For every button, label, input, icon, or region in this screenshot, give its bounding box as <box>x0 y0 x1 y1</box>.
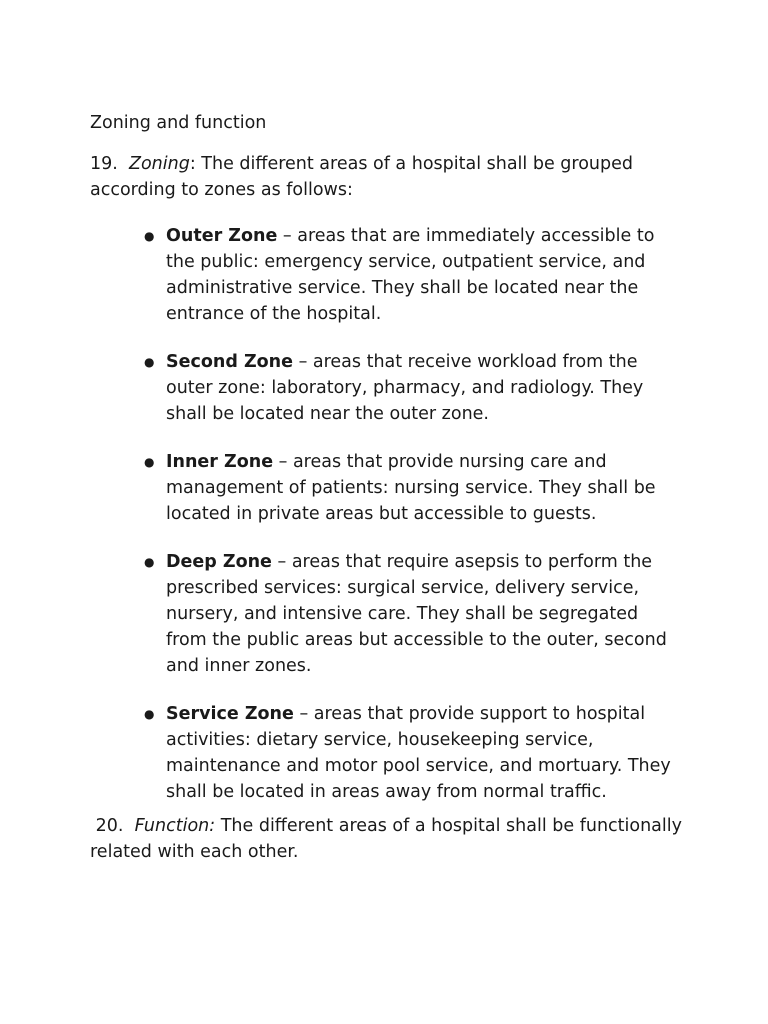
bullet-icon: ● <box>144 707 155 721</box>
zone-item-second <box>144 349 676 427</box>
section-20-paragraph <box>90 813 690 865</box>
bullet-icon: ● <box>144 455 155 469</box>
zone-description: – areas that require asepsis to perform the prescribed services: surgical service, delivery service, nursery, and intensive care. They shall be segregated from the public areas but accessible to the outer, second and inner zones. <box>166 552 667 676</box>
zone-description: – areas that receive workload from the outer zone: laboratory, pharmacy, and radiology. They shall be located near the outer zone. <box>166 352 644 424</box>
zone-list <box>90 223 690 805</box>
section-20-number: 20. <box>95 816 124 836</box>
zone-term: Inner Zone <box>166 452 274 472</box>
zone-item-outer <box>144 223 676 327</box>
section-20-term: Function: <box>134 816 216 836</box>
zone-term: Deep Zone <box>166 552 272 572</box>
zone-description: – areas that provide nursing care and management of patients: nursing service. They shall be located in private areas but accessible to guests. <box>166 452 656 524</box>
zone-description: – areas that are immediately accessible to the public: emergency service, outpatient service, and administrative service. They shall be located near the entrance of the hospital. <box>166 226 655 324</box>
section-19-text: : The different areas of a hospital shall be grouped according to zones as follows: <box>90 154 633 200</box>
zone-item-service <box>144 701 676 805</box>
section-19-paragraph <box>90 151 690 203</box>
section-20-text: The different areas of a hospital shall be functionally related with each other. <box>90 816 682 862</box>
section-heading: Zoning and function <box>90 113 267 133</box>
zone-term: Second Zone <box>166 352 293 372</box>
zone-term: Service Zone <box>166 704 294 724</box>
section-19-number: 19. <box>90 154 118 174</box>
bullet-icon: ● <box>144 355 155 369</box>
document-page <box>90 110 690 865</box>
section-19-term: Zoning <box>128 154 190 174</box>
bullet-icon: ● <box>144 555 155 569</box>
bullet-icon: ● <box>144 229 155 243</box>
zone-item-inner <box>144 449 676 527</box>
zone-item-deep <box>144 549 676 679</box>
zone-term: Outer Zone <box>166 226 278 246</box>
zone-description: – areas that provide support to hospital activities: dietary service, housekeeping service, maintenance and motor pool service, and mortuary. They shall be located in areas away from normal traffic. <box>166 704 671 802</box>
